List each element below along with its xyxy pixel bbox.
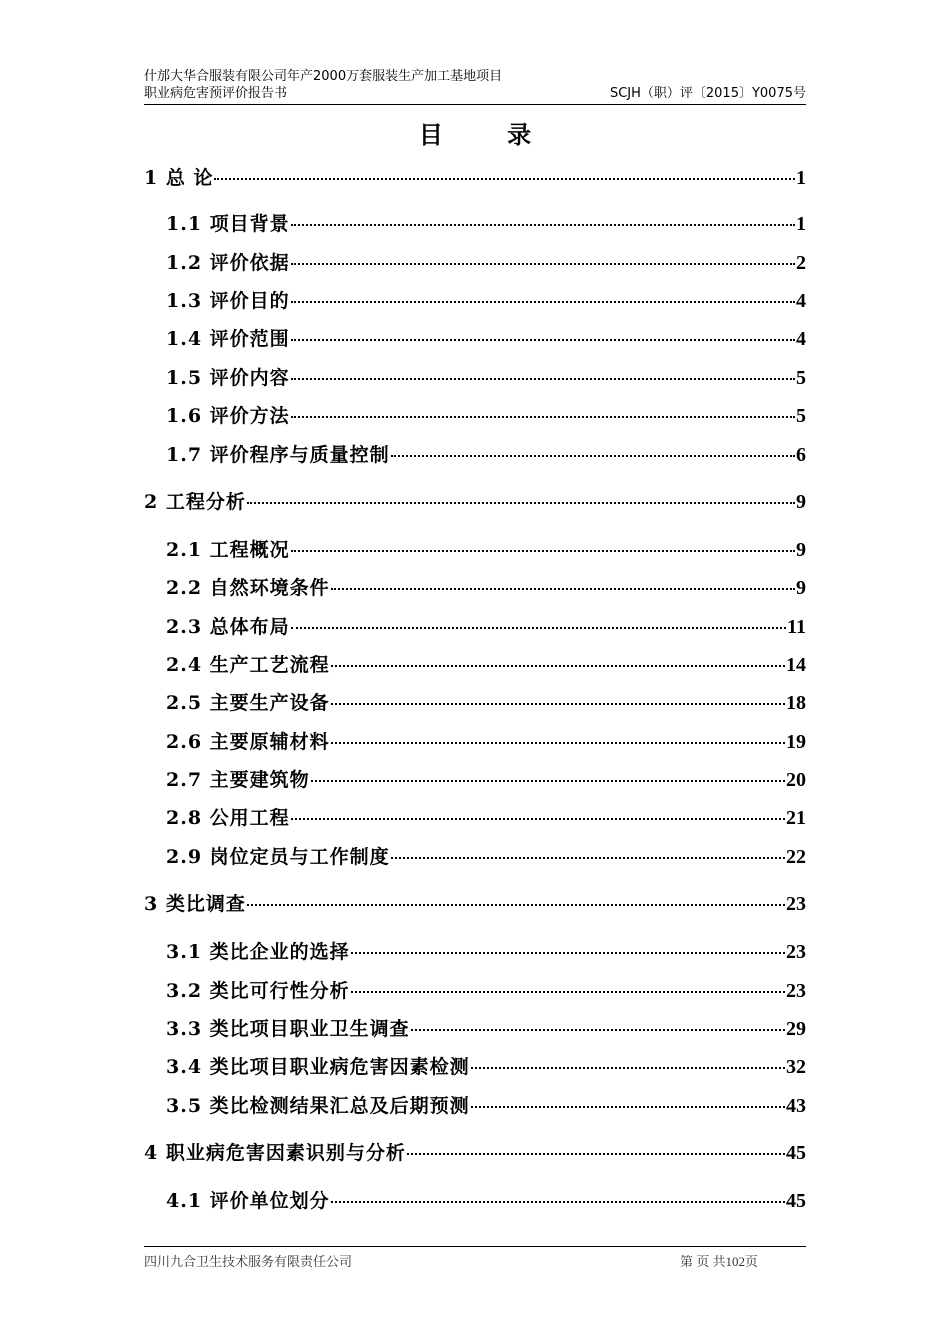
toc-entry-1-2[interactable] [166, 249, 806, 277]
dot-leader [214, 178, 795, 180]
page-footer [144, 1246, 806, 1269]
toc-label: 1.7 评价程序与质量控制 [166, 444, 390, 466]
toc-page-number: 21 [786, 807, 806, 829]
toc-label: 3 类比调查 [144, 893, 246, 915]
dot-leader [331, 742, 785, 744]
dot-leader [291, 550, 795, 552]
toc-page-number: 45 [786, 1190, 806, 1212]
toc-page-number: 11 [787, 616, 806, 638]
toc-entry-2-9[interactable] [166, 843, 806, 871]
dot-leader [391, 455, 795, 457]
dot-leader [331, 703, 785, 705]
toc-entry-1-1[interactable] [166, 210, 806, 238]
toc-label: 1.3 评价目的 [166, 290, 290, 312]
toc-page-number: 32 [786, 1056, 806, 1078]
report-code: SCJH（职）评〔2015〕Y0075号 [609, 86, 806, 101]
dot-leader [291, 263, 795, 265]
page-count: 第 页 共102页 [680, 1254, 759, 1269]
toc-label: 2.8 公用工程 [166, 807, 290, 829]
toc-page-number: 1 [796, 167, 806, 189]
toc-label: 1.2 评价依据 [166, 252, 290, 274]
toc-entry-2-5[interactable] [166, 689, 806, 717]
toc-page-number: 1 [796, 213, 806, 235]
toc-label: 4 职业病危害因素识别与分析 [144, 1142, 406, 1164]
dot-leader [247, 904, 785, 906]
toc-entry-1-3[interactable] [166, 287, 806, 315]
toc-page-number: 45 [786, 1142, 806, 1164]
toc-page-number: 9 [796, 539, 806, 561]
report-type: 职业病危害预评价报告书 [144, 86, 288, 101]
toc-page-number: 4 [796, 290, 806, 312]
toc-label: 3.4 类比项目职业病危害因素检测 [166, 1056, 470, 1078]
dot-leader [291, 339, 795, 341]
toc-label: 2.3 总体布局 [166, 616, 290, 638]
toc-label: 1.4 评价范围 [166, 328, 290, 350]
toc-entry-2-6[interactable] [166, 728, 806, 756]
toc-entry-2-2[interactable] [166, 574, 806, 602]
toc-page-number: 23 [786, 980, 806, 1002]
toc-label: 4.1 评价单位划分 [166, 1190, 330, 1212]
toc-label: 3.1 类比企业的选择 [166, 941, 350, 963]
toc-label: 2.1 工程概况 [166, 539, 290, 561]
toc-entry-1-4[interactable] [166, 325, 806, 353]
toc-label: 2.7 主要建筑物 [166, 769, 310, 791]
dot-leader [407, 1153, 785, 1155]
toc-page-number: 4 [796, 328, 806, 350]
toc-entry-2[interactable] [144, 488, 806, 516]
toc-entry-3-5[interactable] [166, 1092, 806, 1120]
toc-label: 2.9 岗位定员与工作制度 [166, 846, 390, 868]
dot-leader [391, 857, 785, 859]
dot-leader [471, 1106, 785, 1108]
dot-leader [331, 1201, 785, 1203]
toc-entry-2-4[interactable] [166, 651, 806, 679]
toc-entry-1-5[interactable] [166, 364, 806, 392]
toc-page-number: 9 [796, 491, 806, 513]
toc-label: 2.2 自然环境条件 [166, 577, 330, 599]
toc-label: 3.5 类比检测结果汇总及后期预测 [166, 1095, 470, 1117]
toc-page-number: 23 [786, 893, 806, 915]
dot-leader [351, 991, 785, 993]
toc-page-number: 6 [796, 444, 806, 466]
toc-entry-3[interactable] [144, 890, 806, 918]
dot-leader [291, 627, 786, 629]
toc-entry-2-1[interactable] [166, 536, 806, 564]
dot-leader [331, 665, 785, 667]
toc-label: 1.1 项目背景 [166, 213, 290, 235]
dot-leader [351, 952, 785, 954]
dot-leader [331, 588, 795, 590]
dot-leader [291, 416, 795, 418]
toc-label: 1.6 评价方法 [166, 405, 290, 427]
toc-page-number: 18 [786, 692, 806, 714]
dot-leader [291, 378, 795, 380]
toc-label: 1.5 评价内容 [166, 367, 290, 389]
toc-page-number: 19 [786, 731, 806, 753]
project-title: 什邡大华合服装有限公司年产2000万套服装生产加工基地项目 [144, 69, 503, 84]
page-title: 目 录 [418, 121, 560, 149]
dot-leader [291, 224, 795, 226]
dot-leader [291, 818, 785, 820]
dot-leader [291, 301, 795, 303]
toc-page-number: 22 [786, 846, 806, 868]
toc-entry-3-2[interactable] [166, 977, 806, 1005]
toc-page-number: 14 [786, 654, 806, 676]
dot-leader [311, 780, 785, 782]
toc-entry-4-1[interactable] [166, 1187, 806, 1215]
toc-entry-1[interactable] [144, 164, 806, 192]
toc-entry-3-1[interactable] [166, 938, 806, 966]
toc-entry-2-8[interactable] [166, 804, 806, 832]
toc-label: 1 总 论 [144, 167, 214, 189]
toc-label: 2.4 生产工艺流程 [166, 654, 330, 676]
toc-entry-2-3[interactable] [166, 613, 806, 641]
toc-label: 3.2 类比可行性分析 [166, 980, 350, 1002]
toc-label: 2.5 主要生产设备 [166, 692, 330, 714]
company-name: 四川九合卫生技术服务有限责任公司 [144, 1254, 353, 1269]
toc-entry-4[interactable] [144, 1139, 806, 1167]
toc-page-number: 5 [796, 405, 806, 427]
toc-page-number: 29 [786, 1018, 806, 1040]
dot-leader [247, 502, 795, 504]
dot-leader [411, 1029, 785, 1031]
toc-entry-1-7[interactable] [166, 441, 806, 469]
toc-page-number: 2 [796, 252, 806, 274]
toc-label: 3.3 类比项目职业卫生调查 [166, 1018, 410, 1040]
toc-page-number: 9 [796, 577, 806, 599]
toc-page-number: 43 [786, 1095, 806, 1117]
toc-page-number: 20 [786, 769, 806, 791]
toc-entry-3-3[interactable] [166, 1015, 806, 1043]
toc-page-number: 23 [786, 941, 806, 963]
toc-entry-1-6[interactable] [166, 402, 806, 430]
toc-label: 2 工程分析 [144, 491, 246, 513]
table-of-contents [144, 0, 806, 1344]
toc-entry-3-4[interactable] [166, 1053, 806, 1081]
toc-entry-2-7[interactable] [166, 766, 806, 794]
toc-label: 2.6 主要原辅材料 [166, 731, 330, 753]
toc-page-number: 5 [796, 367, 806, 389]
dot-leader [471, 1067, 785, 1069]
